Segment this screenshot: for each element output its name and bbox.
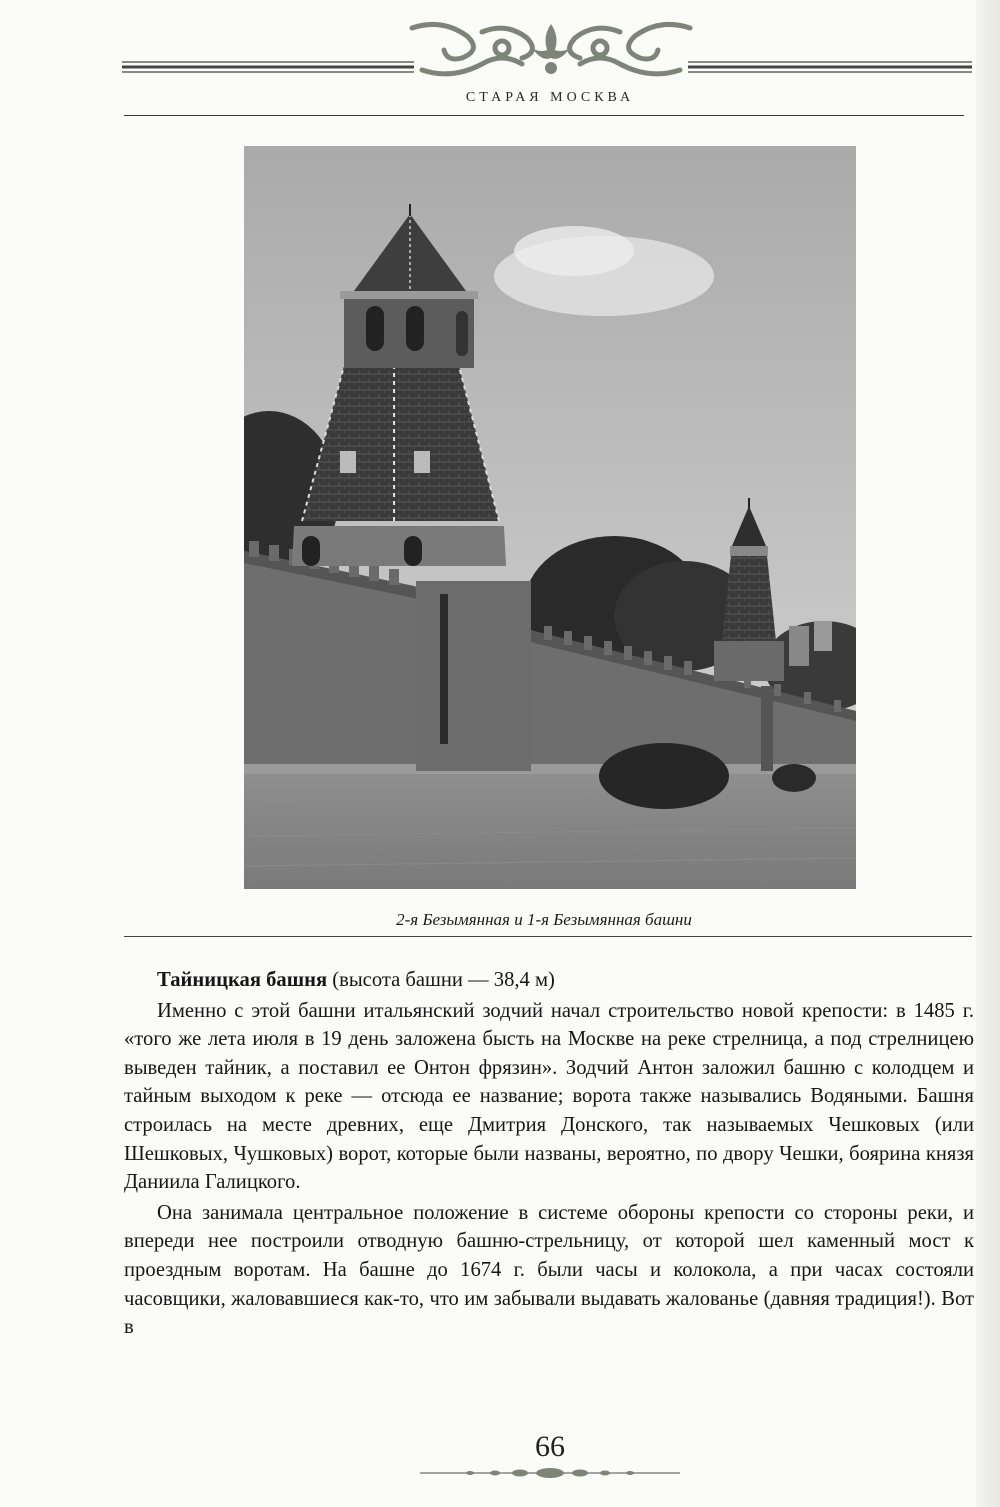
article-body: [124, 966, 974, 1342]
figure-photo: [244, 146, 856, 889]
caption-rule: [124, 936, 972, 937]
figure-caption: 2-я Безымянная и 1-я Безымянная башни: [396, 910, 692, 929]
page-number: 66: [535, 1430, 565, 1463]
paragraph: Она занимала центральное положение в системе обороны крепости со стороны реки, и впереди нее построили отводную башню-стрельницу, от которой шел каменный мост к проездным воротам. На башне до 1674 г. были часы и колокола, а при часах состояли часовщики, жаловавшиеся как-то, что им забывали выдавать жалованье (давняя традиция!). Вот в: [124, 1201, 974, 1339]
heading-note: (высота башни — 38,4 м): [327, 969, 555, 991]
header-ornament: [122, 18, 972, 84]
paragraph: Именно с этой башни итальянский зодчий начал строительство новой крепости: в 1485 г. «того же лета июля в 19 день заложена бысть на Москве на реке стрелница, а под стрелницею выведен тайник, а поставил ее Онтон фрязин». Зодчий Антон заложил башню с колодцем и тайным выходом к реке — отсюда ее название; ворота также назывались Водяными. Башня строилась на месте древних, еще Дмитрия Донского, так называемых Чешковых (или Шешковых, Чушковых) ворот, которые были названы, вероятно, по двору Чешки, боярина князя Даниила Галицкого.: [124, 999, 974, 1194]
page-edge-shadow: [976, 0, 1000, 1507]
footer-ornament: [420, 1466, 680, 1480]
header-rule: [124, 115, 964, 116]
section-heading: Тайницкая башня: [157, 969, 328, 991]
heading-line: [124, 966, 974, 995]
towers-photo-illustration: [244, 146, 856, 889]
running-title: СТАРАЯ МОСКВА: [465, 90, 635, 105]
